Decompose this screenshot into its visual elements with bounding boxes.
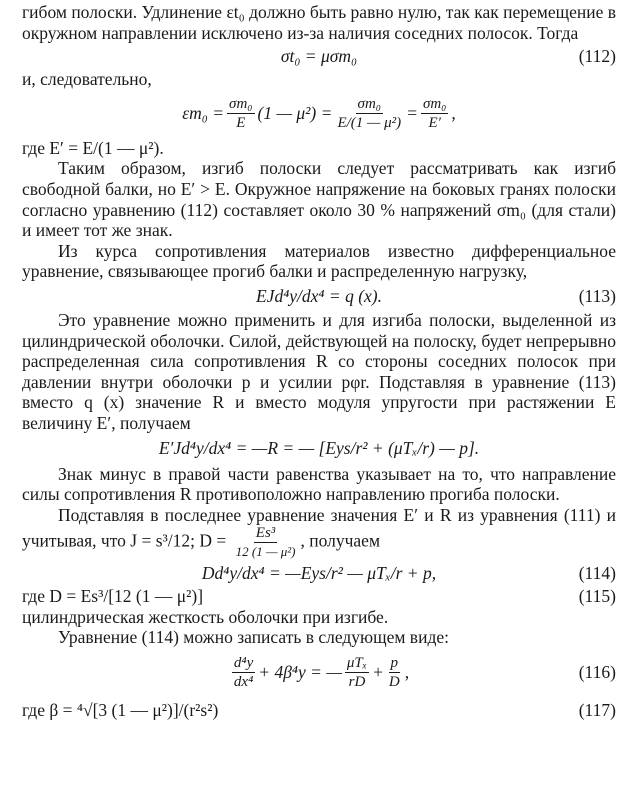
- paragraph-9: цилиндрическая жесткость оболочки при изгибе.: [22, 606, 389, 627]
- fraction-2-num: σm₀: [357, 96, 381, 113]
- fraction-1-den: E: [236, 115, 246, 132]
- paragraph-1: гибом полоски. Удлинение εt₀ должно быть равно нулю, так как перемещение в окружном направлении исключено из-за наличия соседних полосок. Тогда: [22, 2, 616, 43]
- equation-117-body: где β = ⁴√[3 (1 — μ²)]/(r²s²): [22, 700, 219, 721]
- fraction-1: [227, 96, 254, 131]
- paragraph-8-text-a: Подставляя в последнее уравнение значения E′ и R из уравнения (111) и учитывая, что J = s³/12; D =: [22, 504, 616, 551]
- fraction-D-den: 12 (1 — μ²): [235, 544, 296, 560]
- fraction-116-2-den: rD: [348, 673, 366, 690]
- equation-117: [22, 700, 616, 721]
- fraction-1-num: σm₀: [229, 96, 253, 113]
- equation-114-number: (114): [578, 562, 616, 583]
- equation-116-number: (116): [578, 661, 616, 682]
- fraction-116-2: [345, 655, 369, 690]
- equation-113-number: (113): [578, 285, 616, 306]
- equation-em0: [22, 92, 616, 136]
- equation-115-body: где D = Es³/[12 (1 — μ²)]: [22, 586, 204, 607]
- fraction-116-1-num: d⁴y: [233, 654, 254, 671]
- fraction-3-num: σm₀: [422, 96, 447, 113]
- paragraph-5: Из курса сопротивления материалов известно дифференциальное уравнение, связывающее прогиб балки и распределенную нагрузку,: [22, 240, 616, 282]
- equation-em0-lhs: εm₀ =: [182, 103, 225, 124]
- equation-e-body: E′Jd⁴y/dx⁴ = —R = — [Eys/r² + (μTₓ/r) — p].: [158, 438, 480, 459]
- equation-em0-mid2: =: [406, 103, 418, 124]
- equation-116-plus: +: [372, 661, 384, 682]
- fraction-2-den: E/(1 — μ²): [337, 115, 402, 132]
- equation-em0-mid1: (1 — μ²) =: [257, 103, 333, 124]
- fraction-116-3: [387, 655, 402, 690]
- paragraph-6: Это уравнение можно применить и для изгиба полоски, выделенной из цилиндрической оболочки. Силой, действующей на полоску, будет непрерывно распределенная сила сопротивления R со стороны соседних полосок при давлении внутри оболочки p и усилии pφr. Подставляя в уравнение (113) вместо q (x) значение R и вместо модуля упругости при растяжении E величину E′, получаем: [22, 309, 616, 433]
- equation-113-body: EJd⁴y/dx⁴ = q (x).: [255, 285, 382, 306]
- equation-116-mid: + 4β⁴y = —: [258, 661, 342, 682]
- fraction-3: [421, 96, 448, 131]
- fraction-116-2-num: μTₓ: [346, 654, 368, 671]
- equation-117-number: (117): [578, 700, 616, 721]
- fraction-116-3-num: p: [390, 654, 399, 671]
- equation-115: [22, 586, 616, 607]
- equation-113: [22, 284, 616, 308]
- equation-112: [22, 45, 616, 67]
- fraction-D-num: Es³: [255, 525, 276, 542]
- paragraph-10: Уравнение (114) можно записать в следующем виде:: [58, 627, 449, 648]
- paragraph-8: [22, 505, 616, 561]
- fraction-2: [335, 96, 403, 131]
- equation-112-number: (112): [578, 45, 616, 66]
- paragraph-2: и, следовательно,: [22, 69, 152, 90]
- equation-115-number: (115): [578, 586, 616, 607]
- fraction-116-1: [232, 655, 255, 690]
- equation-116-tail: ,: [404, 661, 410, 682]
- fraction-3-den: E′: [428, 115, 441, 132]
- paragraph-7: Знак минус в правой части равенства указывает на то, что направление силы сопротивления R противоположно направлению прогиба полоски.: [22, 463, 616, 505]
- equation-116: [22, 650, 616, 694]
- paragraph-8-text-b: , получаем: [300, 530, 381, 551]
- equation-114: [22, 562, 616, 584]
- fraction-116-3-den: D: [388, 673, 400, 690]
- equation-112-body: σt₀ = μσm₀: [280, 45, 358, 66]
- equation-em0-tail: ,: [451, 103, 456, 124]
- paragraph-4: Таким образом, изгиб полоски следует рассматривать как изгиб свободной балки, но E′ > E. Окружное напряжение на боковых гранях полоски согласно уравнению (112) составляет около 30 % напряжений σm₀ (для стали) и имеет тот же знак.: [22, 158, 616, 241]
- equation-e: [22, 436, 616, 462]
- fraction-116-1-den: dx⁴: [233, 673, 254, 690]
- fraction-D: [234, 525, 298, 560]
- equation-114-body: Dd⁴y/dx⁴ = —Eys/r² — μTₓ/r + p,: [201, 562, 437, 583]
- paragraph-3: где E′ = E/(1 — μ²).: [22, 137, 164, 158]
